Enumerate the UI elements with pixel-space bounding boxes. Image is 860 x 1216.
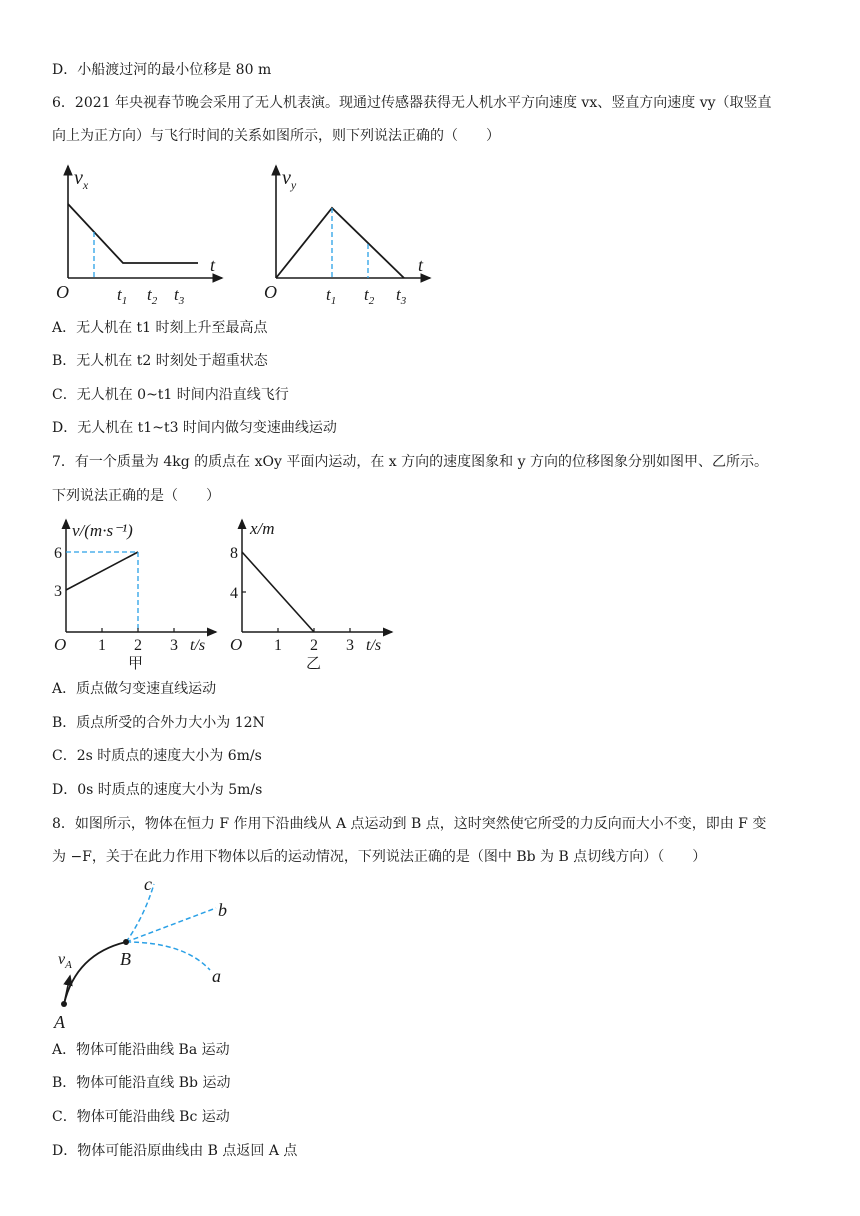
label-b-upper: B bbox=[120, 949, 131, 969]
vy-t3: $t_3$ bbox=[396, 285, 407, 307]
curve-ba bbox=[126, 942, 210, 970]
vx-y-label: $v_x$ bbox=[74, 167, 89, 192]
jia-tick-x1: 1 bbox=[98, 637, 106, 654]
yi-tick-x2: 2 bbox=[310, 637, 318, 654]
yi-caption: 乙 bbox=[306, 656, 322, 672]
q6-option-b: B．无人机在 t2 时刻处于超重状态 bbox=[52, 353, 268, 369]
q7-option-d: D．0s 时质点的速度大小为 5m/s bbox=[52, 782, 263, 798]
jia-line bbox=[66, 552, 138, 590]
vx-t1: $t_1$ bbox=[117, 285, 128, 307]
yi-y-label: x/m bbox=[250, 519, 275, 538]
label-a-lower: a bbox=[212, 966, 221, 986]
vx-x-label: t bbox=[210, 255, 216, 275]
vy-y-label: $v_y$ bbox=[282, 167, 297, 192]
vy-x-label: t bbox=[418, 255, 424, 275]
jia-y-label: v/(m·s⁻¹) bbox=[72, 521, 133, 540]
yi-tick-x1: 1 bbox=[274, 637, 282, 654]
jia-tick-x3: 3 bbox=[170, 637, 178, 654]
yi-origin: O bbox=[230, 635, 243, 654]
label-va: $v_A$ bbox=[58, 951, 72, 971]
jia-tick-6: 6 bbox=[54, 545, 62, 562]
q7-graph-yi bbox=[224, 514, 399, 674]
vx-origin: O bbox=[56, 282, 69, 302]
q6-vx-graph bbox=[50, 158, 230, 308]
q6-vy-graph bbox=[258, 158, 438, 308]
vx-t3: $t_3$ bbox=[174, 285, 185, 307]
q8-stem-line2: 为 −F，关于在此力作用下物体以后的运动情况，下列说法正确的是（图中 Bb 为 B 点切线方向）（ ） bbox=[52, 849, 707, 865]
jia-tick-x2: 2 bbox=[134, 637, 142, 654]
yi-tick-x3: 3 bbox=[346, 637, 354, 654]
curve-ab bbox=[64, 942, 126, 1004]
q6-stem-line2: 向上为正方向）与飞行时间的关系如图所示，则下列说法正确的（ ） bbox=[52, 128, 500, 144]
q7-stem-line1: 7．有一个质量为 4kg 的质点在 xOy 平面内运动，在 x 方向的速度图象和 y 方向的位移图象分别如图甲、乙所示。 bbox=[52, 454, 768, 470]
jia-caption: 甲 bbox=[128, 656, 144, 672]
vy-t1: $t_1$ bbox=[326, 285, 337, 307]
q8-option-d: D．物体可能沿原曲线由 B 点返回 A 点 bbox=[52, 1143, 298, 1159]
q7-option-a: A．质点做匀变速直线运动 bbox=[52, 681, 217, 697]
q7-option-c: C．2s 时质点的速度大小为 6m/s bbox=[52, 748, 262, 764]
q5-option-d: D．小船渡过河的最小位移是 80 m bbox=[52, 62, 272, 78]
vy-origin: O bbox=[264, 282, 277, 302]
yi-tick-4: 4 bbox=[230, 585, 238, 602]
q8-trajectory-figure bbox=[44, 872, 244, 1032]
q7-graph-jia bbox=[48, 514, 223, 674]
jia-tick-3: 3 bbox=[54, 583, 62, 600]
label-b-lower: b bbox=[218, 900, 227, 920]
jia-x-label: t/s bbox=[190, 637, 206, 654]
q6-stem-line1: 6．2021 年央视春节晚会采用了无人机表演。现通过传感器获得无人机水平方向速度 vx、竖直方向速度 vy（取竖直 bbox=[52, 95, 772, 111]
q7-option-b: B．质点所受的合外力大小为 12N bbox=[52, 715, 265, 731]
vy-curve bbox=[276, 208, 404, 278]
q8-option-b: B．物体可能沿直线 Bb 运动 bbox=[52, 1075, 231, 1091]
q8-stem-line1: 8．如图所示，物体在恒力 F 作用下沿曲线从 A 点运动到 B 点，这时突然使它所受的力反向而大小不变，即由 F 变 bbox=[52, 816, 767, 832]
yi-tick-8: 8 bbox=[230, 545, 238, 562]
jia-origin: O bbox=[54, 635, 67, 654]
yi-line bbox=[242, 552, 314, 632]
q6-option-a: A．无人机在 t1 时刻上升至最高点 bbox=[52, 320, 268, 336]
q7-stem-line2: 下列说法正确的是（ ） bbox=[52, 488, 220, 504]
yi-x-label: t/s bbox=[366, 637, 382, 654]
point-a bbox=[61, 1001, 67, 1007]
q8-option-c: C．物体可能沿曲线 Bc 运动 bbox=[52, 1109, 230, 1125]
vy-t2: $t_2$ bbox=[364, 285, 375, 307]
q6-option-d: D．无人机在 t1~t3 时间内做匀变速曲线运动 bbox=[52, 420, 337, 436]
vx-t2: $t_2$ bbox=[147, 285, 158, 307]
q6-option-c: C．无人机在 0~t1 时间内沿直线飞行 bbox=[52, 387, 289, 403]
label-a-upper: A bbox=[54, 1012, 65, 1032]
label-c: c bbox=[144, 874, 152, 894]
line-bb bbox=[126, 908, 216, 942]
q8-option-a: A．物体可能沿曲线 Ba 运动 bbox=[52, 1042, 230, 1058]
vx-curve bbox=[68, 204, 198, 263]
point-b bbox=[123, 939, 129, 945]
